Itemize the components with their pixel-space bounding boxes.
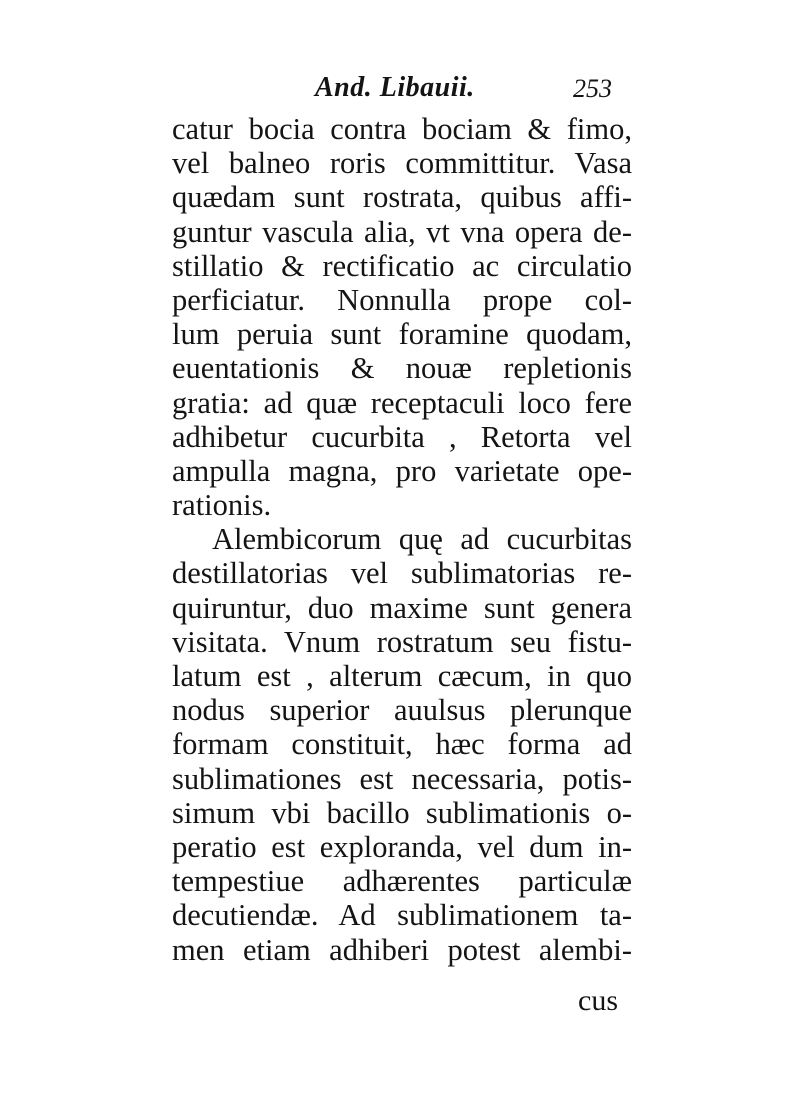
text-line: rationis. bbox=[172, 488, 272, 523]
text-line: vel balneo roris committitur. Vasa bbox=[172, 146, 632, 181]
text-line: latum est , alterum cæcum, in quo bbox=[172, 659, 632, 693]
page-number: 253 bbox=[573, 74, 612, 103]
text-line: nodus superior auulsus plerunque bbox=[172, 693, 632, 728]
text-line: men etiam adhiberi potest alembi- bbox=[172, 932, 632, 967]
text-line: sublimationes est necessaria, potis- bbox=[172, 761, 632, 796]
running-head: And. Libauii. bbox=[315, 72, 475, 103]
text-line: formam constituit, hæc forma ad bbox=[172, 727, 632, 762]
text-line: lum peruia sunt foramine quodam, bbox=[172, 317, 632, 352]
catchword: cus bbox=[578, 984, 618, 1017]
paragraph-start-line: Alembicorum quę ad cucurbitas bbox=[212, 522, 632, 557]
text-line: stillatio & rectificatio ac circulatio bbox=[172, 248, 632, 283]
text-line: quædam sunt rostrata, quibus affi- bbox=[172, 180, 632, 215]
text-line: simum vbi bacillo sublimationis o- bbox=[172, 795, 632, 830]
text-line: visitata. Vnum rostratum seu fistu- bbox=[172, 624, 632, 659]
text-line: gratia: ad quæ receptaculi loco fere bbox=[172, 385, 632, 420]
text-line: euentationis & nouæ repletionis bbox=[172, 351, 632, 386]
text-line: decutiendæ. Ad sublimationem ta- bbox=[172, 898, 632, 933]
text-line: perficiatur. Nonnulla prope col- bbox=[172, 282, 632, 317]
text-line: destillatorias vel sublimatorias re- bbox=[172, 556, 632, 591]
text-line: ampulla magna, pro varietate ope- bbox=[172, 453, 632, 488]
text-line: guntur vascula alia, vt vna opera de- bbox=[172, 214, 632, 249]
body-text bbox=[172, 112, 632, 967]
text-line: quiruntur, duo maxime sunt genera bbox=[172, 590, 632, 625]
text-line: catur bocia contra bociam & fimo, bbox=[172, 112, 632, 146]
text-line: adhibetur cucurbita , Retorta vel bbox=[172, 419, 632, 454]
text-line: peratio est exploranda, vel dum in- bbox=[172, 829, 632, 864]
text-line: tempestiue adhærentes particulæ bbox=[172, 864, 632, 899]
